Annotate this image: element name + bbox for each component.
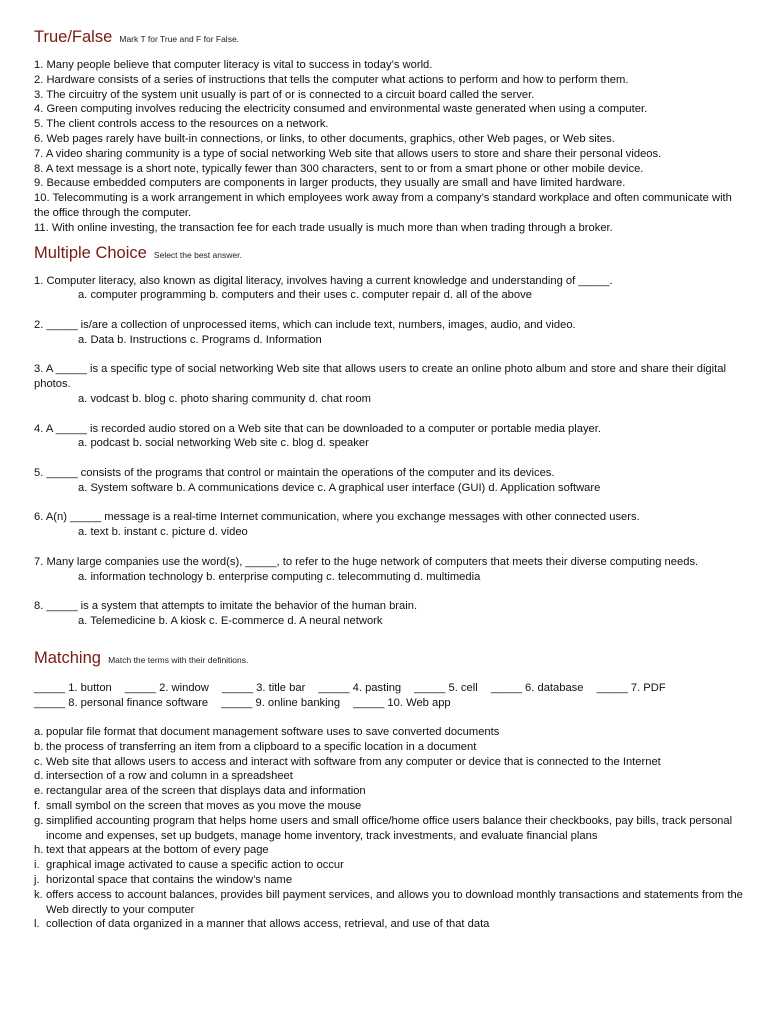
mc-question-text: 2. _____ is/are a collection of unprocessed items, which can include text, numbers, images, audio, and video. — [34, 318, 576, 331]
mc-options: a. computer programming b. computers and their uses c. computer repair d. all of the above — [78, 289, 532, 302]
tf-item: 1. Many people believe that computer literacy is vital to success in today’s world. — [34, 59, 433, 71]
mc-options: a. Telemedicine b. A kiosk c. E-commerce d. A neural network — [78, 614, 383, 627]
tf-item: 7. A video sharing community is a type of social networking Web site that allows users to store and share their personal videos. — [34, 147, 662, 160]
definition-label: l. — [34, 918, 40, 931]
true-false-instructions: Mark T for True and F for False. — [119, 34, 240, 44]
mc-question-text: 4. A _____ is recorded audio stored on a Web site that can be downloaded to a computer or portable media player. — [34, 422, 601, 435]
definition-label: i. — [34, 859, 40, 872]
mc-question — [34, 599, 746, 629]
tf-item: 10. Telecommuting is a work arrangement in which employees work away from a company’s standard workplace and often communicate with the office through the computer. — [34, 192, 732, 219]
mc-question — [34, 466, 746, 496]
tf-item: 2. Hardware consists of a series of instructions that tells the computer what actions to perform and how to perform them. — [34, 73, 629, 86]
definition-text: popular file format that document management software uses to save converted documents — [46, 726, 500, 739]
true-false-heading — [34, 26, 746, 50]
definition-text: rectangular area of the screen that displays data and information — [46, 785, 366, 798]
mc-options: a. Data b. Instructions c. Programs d. Information — [78, 333, 322, 346]
mc-options: a. podcast b. social networking Web site c. blog d. speaker — [78, 437, 369, 450]
matching-terms — [34, 681, 746, 711]
definition-label: e. — [34, 785, 44, 798]
mc-question — [34, 510, 746, 540]
tf-item: 3. The circuitry of the system unit usually is part of or is connected to a circuit board called the server. — [34, 88, 535, 101]
definition-item — [34, 843, 746, 858]
matching-term: _____ 7. PDF — [596, 682, 666, 695]
worksheet — [34, 26, 746, 932]
multiple-choice-list — [34, 274, 746, 629]
definition-text: intersection of a row and column in a spreadsheet — [46, 770, 293, 783]
multiple-choice-heading — [34, 242, 746, 266]
definition-text: small symbol on the screen that moves as you move the mouse — [46, 800, 362, 813]
definition-label: a. — [34, 726, 44, 739]
matching-instructions: Match the terms with their definitions. — [108, 655, 249, 666]
definition-label: g. — [34, 814, 44, 827]
mc-question-text: 8. _____ is a system that attempts to imitate the behavior of the human brain. — [34, 600, 418, 613]
definition-item — [34, 740, 746, 755]
definition-label: c. — [34, 755, 43, 768]
matching-term: _____ 9. online banking — [221, 697, 341, 710]
definition-text: Web site that allows users to access and interact with software from any computer or device that is connected to the Internet — [46, 755, 661, 768]
matching-title: Matching — [34, 649, 101, 668]
matching-heading — [34, 647, 746, 671]
definition-text: text that appears at the bottom of every page — [46, 844, 269, 857]
matching-term: _____ 10. Web app — [353, 697, 451, 710]
multiple-choice-instructions: Select the best answer. — [153, 249, 242, 260]
mc-question — [34, 362, 746, 406]
definition-item — [34, 873, 746, 888]
definition-item — [34, 769, 746, 784]
definition-text: offers access to account balances, provides bill payment services, and allows you to download monthly transactions and statements from the Web directly to your computer — [46, 888, 743, 916]
definition-label: j. — [34, 874, 40, 887]
definition-item — [34, 888, 746, 918]
definition-text: collection of data organized in a manner that allows access, retrieval, and use of that data — [46, 918, 490, 931]
definition-item — [34, 755, 746, 770]
mc-question — [34, 422, 746, 452]
tf-item: 11. With online investing, the transaction fee for each trade usually is much more than when trading through a broker. — [34, 221, 613, 234]
matching-term: _____ 5. cell — [414, 682, 478, 695]
mc-options: a. text b. instant c. picture d. video — [78, 526, 248, 539]
mc-question-text: 1. Computer literacy, also known as digital literacy, involves having a current knowledge and understanding of _____. — [34, 274, 613, 287]
matching-terms-row — [34, 681, 746, 696]
definition-text: horizontal space that contains the window’s name — [46, 874, 293, 887]
definition-label: d. — [34, 770, 44, 783]
definition-label: k. — [34, 888, 43, 901]
definition-label: b. — [34, 740, 44, 753]
definition-text: the process of transferring an item from a clipboard to a specific location in a document — [46, 740, 477, 753]
matching-terms-row — [34, 696, 746, 711]
mc-options: a. vodcast b. blog c. photo sharing community d. chat room — [78, 392, 371, 405]
matching-definitions — [34, 725, 746, 932]
definition-item — [34, 725, 746, 740]
definition-text: graphical image activated to cause a specific action to occur — [46, 859, 344, 872]
multiple-choice-title: Multiple Choice — [34, 243, 147, 262]
definition-label: f. — [34, 800, 41, 813]
definition-item — [34, 917, 746, 932]
tf-item: 9. Because embedded computers are components in larger products, they usually are small and have limited hardware. — [34, 177, 626, 190]
tf-item: 4. Green computing involves reducing the electricity consumed and environmental waste generated when using a computer. — [34, 103, 648, 116]
matching-term: _____ 6. database — [490, 682, 584, 695]
mc-options: a. System software b. A communications device c. A graphical user interface (GUI) d. Application software — [78, 481, 601, 494]
mc-question — [34, 274, 746, 304]
definition-item — [34, 799, 746, 814]
true-false-list — [34, 58, 746, 236]
matching-term: _____ 1. button — [34, 682, 112, 695]
matching-term: _____ 3. title bar — [221, 682, 306, 695]
matching-term: _____ 2. window — [124, 682, 209, 695]
mc-question-text: 6. A(n) _____ message is a real-time Internet communication, where you exchange messages with other connected users. — [34, 511, 640, 524]
matching-term: _____ 4. pasting — [318, 682, 402, 695]
definition-text: simplified accounting program that helps home users and small office/home office users balance their checkbooks, pay bills, track personal income and expenses, set up budgets, manage home inventory, track investments, and evaluate financial plans — [46, 814, 733, 842]
true-false-title: True/False — [34, 28, 113, 46]
mc-question — [34, 555, 746, 585]
mc-question-text: 5. _____ consists of the programs that control or maintain the operations of the computer and its devices. — [34, 466, 555, 479]
definition-item — [34, 858, 746, 873]
definition-label: h. — [34, 844, 44, 857]
tf-item: 5. The client controls access to the resources on a network. — [34, 118, 329, 131]
definition-item — [34, 784, 746, 799]
mc-options: a. information technology b. enterprise computing c. telecommuting d. multimedia — [78, 570, 481, 583]
mc-question-text: 7. Many large companies use the word(s), _____, to refer to the huge network of computers that meets their diverse computing needs. — [34, 555, 699, 568]
mc-question — [34, 318, 746, 348]
mc-question-text: 3. A _____ is a specific type of social networking Web site that allows users to create an online photo album and store and share their digital photos. — [34, 363, 726, 391]
definition-item — [34, 814, 746, 844]
matching-term: _____ 8. personal finance software — [34, 697, 209, 710]
tf-item: 6. Web pages rarely have built-in connections, or links, to other documents, graphics, other Web pages, or Web sites. — [34, 132, 615, 145]
tf-item: 8. A text message is a short note, typically fewer than 300 characters, sent to or from a smart phone or other mobile device. — [34, 162, 644, 175]
